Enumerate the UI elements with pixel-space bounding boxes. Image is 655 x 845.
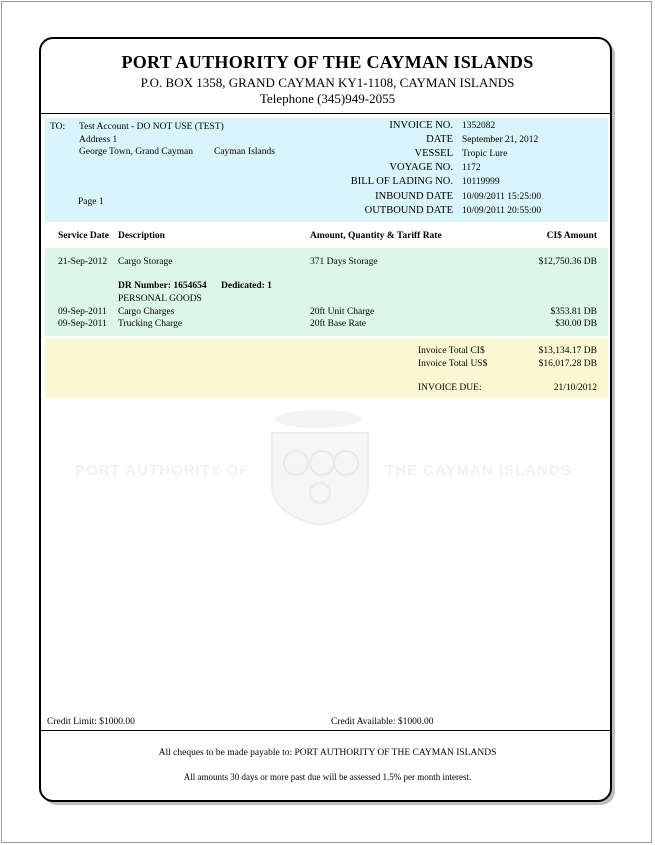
row-amount: $12,750.36 DB	[538, 257, 597, 267]
inbound-date-value: 10/09/2011 15:25:00	[462, 192, 542, 202]
row-amount: $353.81 DB	[550, 307, 597, 317]
date-value: September 21, 2012	[462, 135, 539, 145]
invoice-no-value: 1352082	[462, 121, 496, 131]
invoice-total-ci-label: Invoice Total CI$	[418, 346, 485, 356]
column-header-service-date: Service Date	[58, 231, 109, 241]
customer-name: Test Account - DO NOT USE (TEST)	[79, 122, 224, 132]
row-service-date: 21-Sep-2012	[58, 257, 108, 267]
header-divider	[41, 113, 610, 114]
row-description: Cargo Storage	[118, 257, 173, 267]
date-label: DATE	[426, 134, 453, 145]
invoice-due-label: INVOICE DUE:	[418, 383, 482, 393]
row-description: Cargo Charges	[118, 307, 175, 317]
vessel-label: VESSEL	[414, 148, 453, 159]
company-title: PORT AUTHORITY OF THE CAYMAN ISLANDS	[121, 52, 534, 72]
column-header-ci-amount: CI$ Amount	[546, 231, 597, 241]
row-amount: $30.00 DB	[555, 319, 597, 329]
company-address: P.O. BOX 1358, GRAND CAYMAN KY1-1108, CAYMAN ISLANDS	[140, 75, 515, 90]
row-quantity: 20ft Unit Charge	[310, 307, 375, 317]
watermark-text-right: THE CAYMAN ISLANDS	[385, 462, 572, 479]
column-header-description: Description	[118, 231, 165, 241]
company-phone: Telephone (345)949-2055	[259, 91, 396, 106]
outbound-date-value: 10/09/2011 20:55:00	[462, 206, 542, 216]
customer-address: Address 1	[79, 135, 118, 145]
inbound-date-label: INBOUND DATE	[375, 191, 453, 202]
totals-panel	[45, 338, 608, 398]
page-number: Page 1	[78, 197, 104, 207]
dedicated-count: Dedicated: 1	[221, 281, 272, 291]
column-header-amount-quantity: Amount, Quantity & Tariff Rate	[310, 231, 442, 241]
row-quantity: 371 Days Storage	[310, 257, 378, 267]
vessel-value: Tropic Lure	[462, 149, 508, 159]
customer-country: Cayman Islands	[214, 147, 275, 157]
row-description: Trucking Charge	[118, 319, 183, 329]
voyage-no-label: VOYAGE NO.	[389, 162, 453, 173]
invoice-total-ci-value: $13,134.17 DB	[538, 346, 597, 356]
row-service-date: 09-Sep-2011	[58, 319, 107, 329]
to-label: TO:	[50, 122, 66, 132]
credit-available: Credit Available: $1000.00	[331, 717, 434, 727]
row-quantity: 20ft Base Rate	[310, 319, 366, 329]
credit-limit: Credit Limit: $1000.00	[47, 717, 135, 727]
watermark-text-left: PORT AUTHORITY OF	[75, 462, 250, 479]
goods-description: PERSONAL GOODS	[118, 294, 202, 304]
outbound-date-label: OUTBOUND DATE	[364, 205, 453, 216]
customer-city: George Town, Grand Cayman	[79, 147, 194, 157]
invoice-total-us-label: Invoice Total US$	[418, 359, 488, 369]
bill-of-lading-label: BILL OF LADING NO.	[350, 176, 453, 187]
row-service-date: 09-Sep-2011	[58, 307, 107, 317]
invoice-due-value: 21/10/2012	[553, 383, 597, 393]
footer-divider	[41, 730, 610, 731]
dr-number: DR Number: 1654654	[118, 281, 207, 291]
payment-instructions: All cheques to be made payable to: PORT AUTHORITY OF THE CAYMAN ISLANDS	[158, 748, 497, 758]
invoice-total-us-value: $16,017.28 DB	[538, 359, 597, 369]
voyage-no-value: 1172	[462, 163, 481, 173]
bill-of-lading-value: 10119999	[462, 177, 500, 187]
late-payment-notice: All amounts 30 days or more past due will be assessed 1.5% per month interest.	[183, 772, 472, 782]
invoice-no-label: INVOICE NO.	[389, 120, 453, 131]
